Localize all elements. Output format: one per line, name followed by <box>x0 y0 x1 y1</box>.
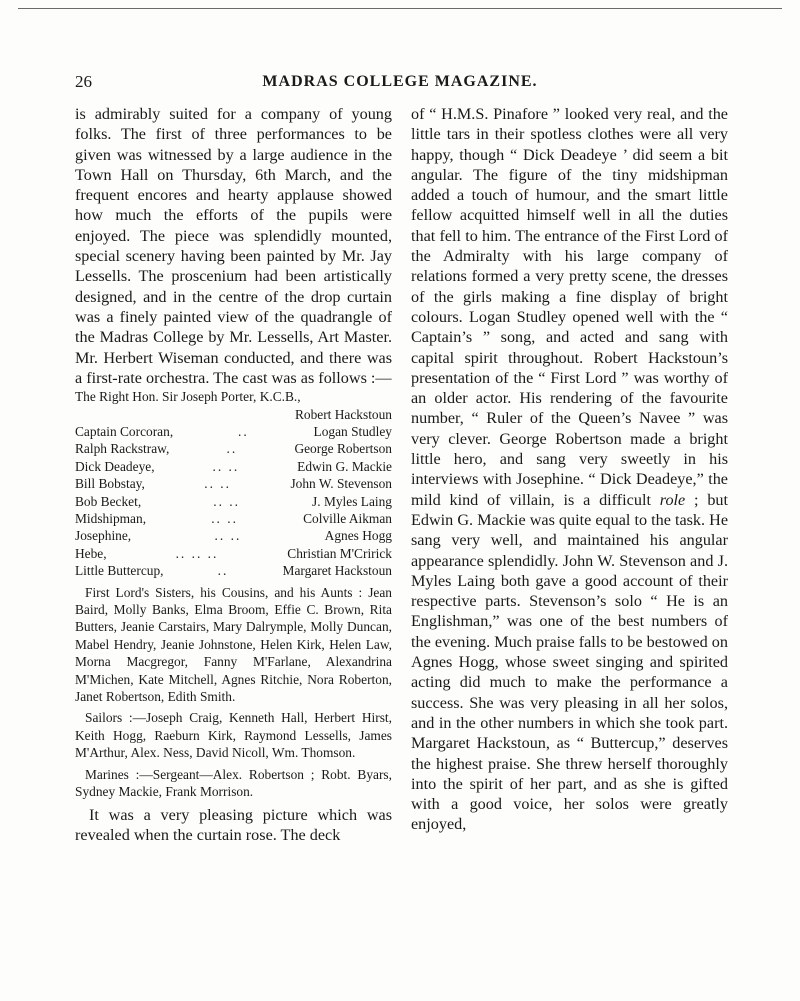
cast-actor: Christian M'Cririck <box>287 545 392 561</box>
cast-role: Bill Bobstay, <box>75 476 145 492</box>
cast-list <box>75 423 392 580</box>
cast-actor: Agnes Hogg <box>324 528 392 544</box>
cast-dots: .. .. <box>204 476 231 492</box>
cast-first-role: The Right Hon. Sir Joseph Porter, K.C.B., <box>75 389 301 405</box>
cast-role: Josephine, <box>75 528 132 544</box>
cast-row <box>75 423 392 440</box>
cast-row <box>75 527 392 544</box>
cast-row <box>75 458 392 475</box>
cast-row <box>75 475 392 492</box>
role-word: role <box>659 490 686 509</box>
cast-row <box>75 545 392 562</box>
cast-dots: .. <box>217 563 229 579</box>
cast-row <box>75 493 392 510</box>
review-paragraph <box>411 104 728 835</box>
page-header <box>75 72 725 96</box>
cast-dots: .. .. <box>212 458 240 474</box>
sailors-paragraph: Sailors :—Joseph Craig, Kenneth Hall, Herbert Hirst, Keith Hogg, Raeburn Kirk, Raymond Lessells, James M'Arthur, Alex. Ness, David Nicoll, Wm. Thomson. <box>75 710 392 761</box>
cast-first-actor: Robert Hackstoun <box>294 406 392 422</box>
marines-paragraph: Marines :—Sergeant—Alex. Robertson ; Robt. Byars, Sydney Mackie, Frank Morrison. <box>75 766 392 800</box>
closing-paragraph: It was a very pleasing picture which was revealed when the curtain rose. The deck <box>75 805 392 844</box>
intro-paragraph: is admirably suited for a company of young folks. The first of three performances to be given was witnessed by a large audience in the Town Hall on Thursday, 6th March, and the frequent encores and hearty applause showed how much the efforts of the pupils were enjoyed. The piece was splendidly mounted, special scenery having been painted by Mr. Jay Lessells. The proscenium had been artistically designed, and in the centre of the drop curtain was a finely painted view of the quadrangle of the Madras College by Mr. Lessells, Art Master. Mr. Herbert Wiseman conducted, and there was a first-rate orchestra. The cast was as follows :— <box>75 105 392 387</box>
cast-dots: .. .. <box>213 493 240 509</box>
sisters-paragraph: First Lord's Sisters, his Cousins, and his Aunts : Jean Baird, Molly Banks, Elma Broom, Effie C. Brown, Rita Butters, Jeanie Carstairs, Mary Dalrymple, Molly Duncan, Mabel Hendry, Jeanie Johnstone, Helen Kirk, Helen Law, Morna Macgregor, Fanny M'Farlane, Alexandrina M'Michen, Kate Mitchell, Agnes Ritchie, Nora Roberton, Janet Robertson, Edith Smith. <box>75 584 392 705</box>
cast-dots: .. .. <box>211 511 238 526</box>
cast-actor: George Robertson <box>294 441 392 457</box>
cast-actor: Margaret Hackstoun <box>282 563 392 579</box>
cast-role: Dick Deadeye, <box>75 458 155 474</box>
cast-role: Captain Corcoran, <box>75 423 174 439</box>
magazine-title: MADRAS COLLEGE MAGAZINE. <box>262 73 538 90</box>
review-text-part1: of “ H.M.S. Pinafore ” looked very real, and the little tars in their spotless clothes were all very happy, though “ Dick Deadeye ’ did seem a bit angular. The figure of the tiny midshipman added a touch of humour, and the smart little fellow acquitted himself well in all the duties that fell to him. The entrance of the First Lord of the Admiralty with his large company of relations formed a very pretty scene, the dresses of the girls making a fine display of bright colours. Logan Studley opened well with the “ Captain’s ” song, and acted and sang with capital spirit throughout. Robert Hackstoun’s presentation of the “ First Lord ” was worthy of an older actor. His rendering of the favourite number, “ Ruler of the Queen’s Navee ” was very clever. George Robertson made a bright little hero, and sang very sweetly in his interviews with Josephine. “ Dick Deadeye,” the mild kind of villain, is a difficult <box>411 105 728 509</box>
cast-actor: J. Myles Laing <box>312 493 392 509</box>
review-text-part2: ; but Edwin G. Mackie was quite equal to the task. He sang very well, and maintained his angular appearance splendidly. John W. Stevenson and J. Myles Laing both gave a good account of their respective parts. Stevenson’s solo “ He is an Englishman,” was one of the best numbers of the evening. Much praise falls to be bestowed on Agnes Hogg, whose sweet singing and spirited acting did much to make the performance a success. She was very pleasing in all her solos, and in the other numbers in which she took part. Margaret Hackstoun, as “ Buttercup,” deserves the highest praise. She threw herself thoroughly into the spirit of her part, and as she is gifted with a good voice, her solos were greatly enjoyed, <box>411 490 729 834</box>
cast-dots: .. <box>226 441 238 457</box>
cast-dots: .. .. <box>214 528 242 544</box>
cast-actor: Edwin G. Mackie <box>297 458 392 474</box>
cast-role: Ralph Rackstraw, <box>75 441 170 457</box>
top-rule <box>18 8 782 9</box>
cast-role: Little Buttercup, <box>75 563 164 579</box>
cast-dots: .. .. .. <box>175 545 219 561</box>
cast-actor: Logan Studley <box>313 423 392 439</box>
page-number: 26 <box>75 72 92 91</box>
cast-actor: Colville Aikman <box>303 511 392 526</box>
cast-role: Hebe, <box>75 545 107 561</box>
cast-row <box>75 562 392 579</box>
cast-role: Midshipman, <box>75 511 147 526</box>
right-column <box>411 104 728 835</box>
cast-row <box>75 440 392 457</box>
cast-row <box>75 510 392 527</box>
cast-role: Bob Becket, <box>75 493 142 509</box>
cast-dots: .. <box>237 423 249 439</box>
left-column <box>75 104 392 845</box>
cast-actor: John W. Stevenson <box>290 476 392 492</box>
